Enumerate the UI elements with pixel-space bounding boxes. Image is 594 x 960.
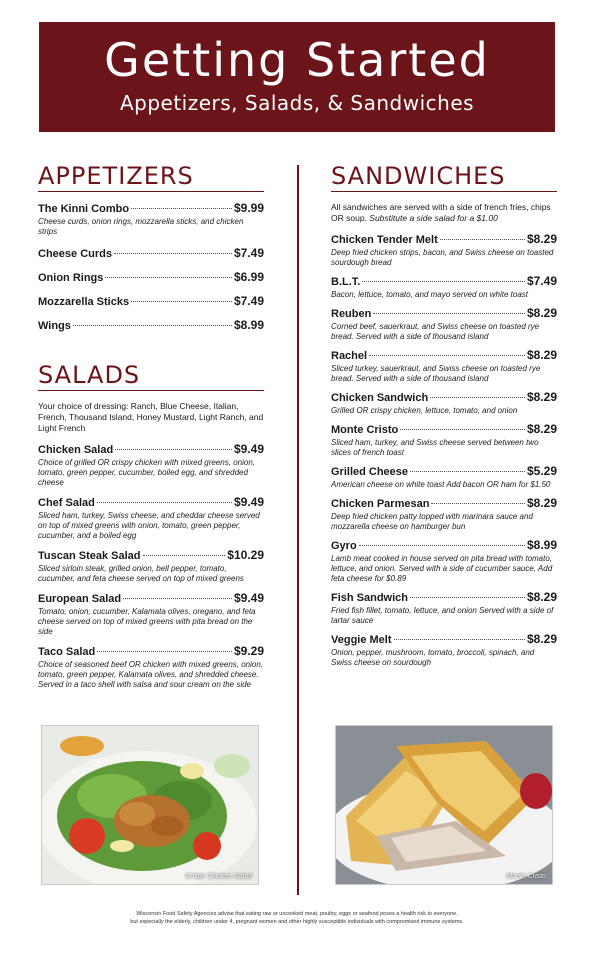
menu-item-name: Veggie Melt bbox=[331, 634, 392, 646]
menu-item-price: $8.99 bbox=[526, 538, 557, 552]
menu-item bbox=[331, 275, 557, 300]
menu-item-header bbox=[331, 349, 557, 363]
menu-item-price: $8.29 bbox=[526, 348, 557, 362]
salads-list bbox=[38, 443, 264, 690]
dot-leader bbox=[114, 253, 232, 254]
menu-item-price: $5.29 bbox=[526, 464, 557, 478]
menu-item bbox=[331, 349, 557, 384]
sandwiches-sides-note bbox=[331, 202, 557, 224]
menu-item-name: Cheese Curds bbox=[38, 248, 112, 260]
menu-item-description: Corned beef, sauerkraut, and Swiss cheese on toasted rye bread. Served with a side of thousand island bbox=[331, 322, 540, 341]
monte-cristo-image bbox=[336, 726, 553, 885]
menu-item-description: Deep fried chicken patty topped with marinara sauce and mozzarella cheese on hamburger bun bbox=[331, 512, 533, 531]
menu-item-price: $6.99 bbox=[233, 270, 264, 284]
dot-leader bbox=[431, 503, 525, 504]
menu-item-name: Onion Rings bbox=[38, 272, 104, 284]
menu-item-price: $9.29 bbox=[233, 644, 264, 658]
menu-item-description: Bacon, lettuce, tomato, and mayo served on white toast bbox=[331, 290, 528, 299]
food-safety-line-1: Wisconsin Food Safety Agencies advise that eating raw or uncooked meat, poultry, eggs or seafood poses a health risk to everyone, bbox=[136, 911, 458, 917]
menu-item-name: Chicken Sandwich bbox=[331, 392, 429, 404]
dot-leader bbox=[115, 449, 232, 450]
header-banner bbox=[39, 22, 555, 132]
dot-leader bbox=[410, 471, 525, 472]
menu-item bbox=[331, 391, 557, 416]
menu-item-header bbox=[331, 539, 557, 553]
menu-item-description: Sliced sirloin steak, grilled onion, bell pepper, tomato, cucumber, and feta cheese served on top of mixed greens bbox=[38, 564, 244, 583]
menu-item-header bbox=[38, 247, 264, 261]
menu-item-name: Grilled Cheese bbox=[331, 466, 409, 478]
menu-item bbox=[38, 443, 264, 488]
menu-item-price: $9.49 bbox=[233, 591, 264, 605]
menu-item-name: Mozzarella Sticks bbox=[38, 296, 130, 308]
menu-item bbox=[38, 319, 264, 333]
sandwiches-sides-text: All sandwiches are served with a side of french fries, chips OR soup. bbox=[331, 202, 551, 223]
menu-item-price: $8.29 bbox=[526, 422, 557, 436]
menu-item-price: $8.29 bbox=[526, 232, 557, 246]
menu-item-header bbox=[38, 295, 264, 309]
menu-item bbox=[38, 247, 264, 261]
menu-item bbox=[331, 591, 557, 626]
menu-item-name: B.L.T. bbox=[331, 276, 361, 288]
menu-item-description: Sliced ham, turkey, Swiss cheese, and cheddar cheese served on top of mixed greens with onion, tomato, green pepper, cucumber, and a boiled egg bbox=[38, 511, 260, 540]
dot-leader bbox=[97, 502, 232, 503]
menu-item-header bbox=[331, 275, 557, 289]
menu-item-price: $9.49 bbox=[233, 442, 264, 456]
menu-item-price: $8.29 bbox=[526, 306, 557, 320]
dot-leader bbox=[400, 429, 525, 430]
dot-leader bbox=[362, 281, 525, 282]
menu-item bbox=[331, 307, 557, 342]
dot-leader bbox=[410, 597, 525, 598]
menu-item-price: $7.49 bbox=[233, 246, 264, 260]
menu-item-description: Cheese curds, onion rings, mozzarella sticks, and chicken strips bbox=[38, 217, 244, 236]
dot-leader bbox=[97, 651, 232, 652]
menu-item-name: Wings bbox=[38, 320, 71, 332]
menu-item-description: Sliced turkey, sauerkraut, and Swiss cheese on toasted rye bread. Served with a side of thousand island bbox=[331, 364, 541, 383]
menu-item-price: $7.49 bbox=[233, 294, 264, 308]
page-subtitle: Appetizers, Salads, & Sandwiches bbox=[119, 91, 475, 115]
dot-leader bbox=[430, 397, 525, 398]
menu-item-name: Chicken Salad bbox=[38, 444, 114, 456]
menu-item-price: $7.49 bbox=[526, 274, 557, 288]
menu-item bbox=[38, 549, 264, 584]
menu-item-header bbox=[331, 391, 557, 405]
dot-leader bbox=[143, 555, 226, 556]
menu-item bbox=[38, 592, 264, 637]
salads-heading: SALADS bbox=[38, 361, 264, 391]
menu-item-header bbox=[38, 592, 264, 606]
menu-item-name: Gyro bbox=[331, 540, 357, 552]
dot-leader bbox=[369, 355, 525, 356]
appetizers-list bbox=[38, 202, 264, 333]
dot-leader bbox=[440, 239, 525, 240]
menu-item-header bbox=[331, 307, 557, 321]
salads-dressing-note: Your choice of dressing: Ranch, Blue Cheese, Italian, French, Thousand Island, Honey Mustard, Light Ranch, and Light French bbox=[38, 401, 264, 433]
left-column bbox=[38, 162, 264, 698]
menu-item bbox=[331, 423, 557, 458]
menu-item-price: $9.99 bbox=[233, 201, 264, 215]
menu-item-name: Chicken Tender Melt bbox=[331, 234, 438, 246]
menu-item-header bbox=[38, 549, 264, 563]
menu-item-header bbox=[38, 271, 264, 285]
menu-item-header bbox=[38, 202, 264, 216]
dot-leader bbox=[394, 639, 525, 640]
salad-image bbox=[42, 726, 259, 885]
sandwiches-substitute-text: Substitute a side salad for a $1.00 bbox=[369, 213, 498, 223]
dot-leader bbox=[373, 313, 525, 314]
crispy-chicken-salad-photo bbox=[41, 725, 259, 885]
menu-item-price: $8.29 bbox=[526, 390, 557, 404]
menu-item-header bbox=[38, 496, 264, 510]
menu-item-header bbox=[331, 423, 557, 437]
menu-item-description: Onion, pepper, mushroom, tomato, broccoli, spinach, and Swiss cheese on sourdough bbox=[331, 648, 535, 667]
menu-item-description: Grilled OR crispy chicken, lettuce, tomato, and onion bbox=[331, 406, 518, 415]
menu-item-description: Tomato, onion, cucumber, Kalamata olives, oregano, and feta cheese served on top of mixed greens with pita bread on the side bbox=[38, 607, 256, 636]
menu-item-name: Tuscan Steak Salad bbox=[38, 550, 141, 562]
menu-item-name: The Kinni Combo bbox=[38, 203, 130, 215]
menu-item-name: Taco Salad bbox=[38, 646, 96, 658]
menu-item bbox=[38, 645, 264, 690]
menu-item bbox=[331, 539, 557, 584]
menu-item bbox=[38, 202, 264, 237]
menu-item-header bbox=[331, 233, 557, 247]
menu-item-name: Chicken Parmesan bbox=[331, 498, 430, 510]
menu-item-header bbox=[331, 465, 557, 479]
menu-item bbox=[38, 496, 264, 541]
menu-item bbox=[331, 465, 557, 490]
menu-item-price: $8.29 bbox=[526, 590, 557, 604]
monte-cristo-photo bbox=[335, 725, 553, 885]
dot-leader bbox=[73, 325, 232, 326]
menu-item-name: Monte Cristo bbox=[331, 424, 399, 436]
menu-item-header bbox=[331, 497, 557, 511]
column-divider bbox=[297, 165, 299, 895]
menu-item-description: Deep fried chicken strips, bacon, and Swiss cheese on toasted sourdough bread bbox=[331, 248, 554, 267]
menu-item-price: $8.29 bbox=[526, 632, 557, 646]
menu-item-price: $8.99 bbox=[233, 318, 264, 332]
menu-item-header bbox=[38, 645, 264, 659]
menu-item-description: Lamb meat cooked in house served on pita bread with tomato, lettuce, and onion. Served with a side of cucumber sauce. Add feta cheese for $0.89 bbox=[331, 554, 553, 583]
menu-item-description: Choice of grilled OR crispy chicken with mixed greens, onion, tomato, green pepper, cucumber, boiled egg, and shredded cheese bbox=[38, 458, 255, 487]
right-column bbox=[331, 162, 557, 675]
page-title: Getting Started bbox=[104, 33, 490, 87]
food-safety-line-2: but especially the elderly, children under 4, pregnant women and other highly susceptible individuals with compromised immune systems. bbox=[130, 919, 464, 925]
menu-item bbox=[331, 633, 557, 668]
salad-photo-caption: Crispy Chicken Salad bbox=[185, 873, 252, 880]
dot-leader bbox=[105, 277, 232, 278]
menu-item bbox=[331, 233, 557, 268]
menu-item bbox=[38, 271, 264, 285]
appetizers-heading: APPETIZERS bbox=[38, 162, 264, 192]
menu-item-name: Reuben bbox=[331, 308, 372, 320]
menu-item-description: Fried fish fillet, tomato, lettuce, and onion Served with a side of tartar sauce bbox=[331, 606, 554, 625]
menu-item-name: Fish Sandwich bbox=[331, 592, 409, 604]
menu-item-price: $8.29 bbox=[526, 496, 557, 510]
menu-item-description: Choice of seasoned beef OR chicken with mixed greens, onion, tomato, green pepper, Kalamata olives, and shredded cheese. Served in a taco shell with salsa and sour cream on the side bbox=[38, 660, 264, 689]
food-safety-notice bbox=[60, 910, 534, 926]
menu-item-header bbox=[38, 319, 264, 333]
dot-leader bbox=[131, 208, 232, 209]
sandwiches-heading: SANDWICHES bbox=[331, 162, 557, 192]
menu-item-description: American cheese on white toast Add bacon OR ham for $1.50 bbox=[331, 480, 551, 489]
menu-item-header bbox=[38, 443, 264, 457]
dot-leader bbox=[131, 301, 232, 302]
menu-item-price: $10.29 bbox=[227, 548, 264, 562]
menu-item-price: $9.49 bbox=[233, 495, 264, 509]
monte-cristo-photo-caption: Monte Cristo bbox=[506, 873, 546, 880]
dot-leader bbox=[359, 545, 525, 546]
menu-item-description: Sliced ham, turkey, and Swiss cheese served between two slices of french toast bbox=[331, 438, 539, 457]
menu-item bbox=[38, 295, 264, 309]
sandwiches-list bbox=[331, 233, 557, 668]
menu-item bbox=[331, 497, 557, 532]
menu-item-name: Rachel bbox=[331, 350, 368, 362]
menu-item-name: Chef Salad bbox=[38, 497, 95, 509]
menu-item-name: European Salad bbox=[38, 593, 122, 605]
menu-item-header bbox=[331, 633, 557, 647]
menu-item-header bbox=[331, 591, 557, 605]
dot-leader bbox=[123, 598, 232, 599]
